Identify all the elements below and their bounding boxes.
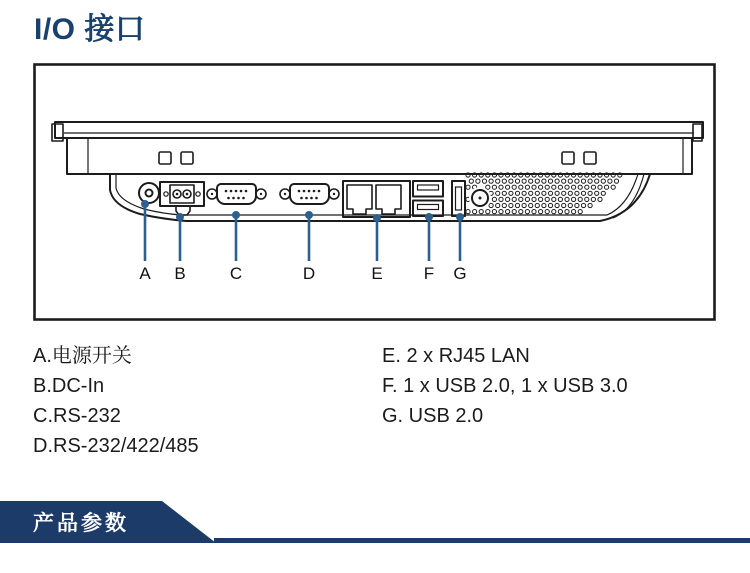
db9-pins — [298, 190, 321, 200]
mount-hole-icon — [584, 152, 596, 164]
usb-stacked-ports — [413, 181, 443, 216]
legend-item-a: A.电源开关 — [33, 345, 132, 367]
legend-item-b: B.DC-In — [33, 375, 105, 397]
vent-grille — [466, 173, 622, 214]
legend-right-column — [382, 341, 628, 431]
legend-item-g: G. USB 2.0 — [382, 405, 484, 427]
mount-hole-icon — [181, 152, 193, 164]
section-banner-title: 产品参数 — [33, 512, 129, 535]
legend-item-d: D.RS-232/422/485 — [33, 435, 199, 457]
leader-a — [141, 200, 149, 261]
port-letter-e: E — [371, 264, 383, 283]
page-title: I/O 接口 — [34, 13, 146, 46]
rs232-port — [207, 184, 266, 204]
rear-chassis-panel — [67, 138, 692, 174]
banner-rule-line — [214, 538, 750, 543]
power-switch-port — [139, 183, 159, 203]
rj45-lan-ports — [343, 181, 410, 217]
mount-hole-icon — [562, 152, 574, 164]
rs232-422-485-port — [280, 184, 339, 204]
mount-hole-icon — [159, 152, 171, 164]
dc-in-port — [160, 182, 204, 215]
leader-c — [232, 211, 240, 261]
legend-item-f: F. 1 x USB 2.0, 1 x USB 3.0 — [382, 375, 628, 397]
port-letter-c: C — [229, 264, 243, 283]
port-letters — [139, 264, 466, 283]
port-letter-g: G — [453, 264, 467, 283]
port-letter-a: A — [139, 264, 151, 283]
port-letter-f: F — [423, 264, 435, 283]
legend-left-column — [33, 341, 199, 461]
port-letter-b: B — [174, 264, 186, 283]
port-letter-d: D — [302, 264, 316, 283]
panel-pc-bottom-view — [52, 122, 703, 221]
legend-item-e: E. 2 x RJ45 LAN — [382, 345, 530, 367]
legend-item-c: C.RS-232 — [33, 405, 121, 427]
usb3-vertical-port — [452, 181, 465, 216]
db9-pins — [225, 190, 248, 200]
leader-d — [305, 211, 313, 261]
